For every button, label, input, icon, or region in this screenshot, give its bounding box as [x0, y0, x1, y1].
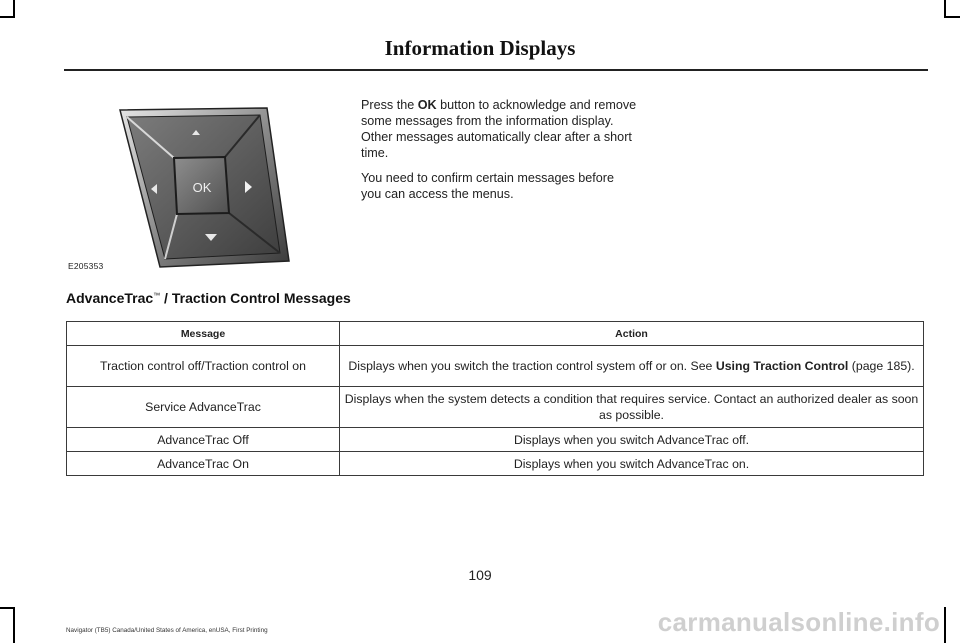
- section-title-trademark: ™: [153, 292, 161, 300]
- page-number: 109: [468, 567, 492, 583]
- section-title: [66, 290, 351, 306]
- section-title-main: AdvanceTrac: [66, 290, 154, 306]
- crop-mark-top-left-h: [0, 16, 15, 18]
- header-rule: [64, 69, 928, 71]
- table-row: [67, 346, 924, 387]
- table-row: [67, 387, 924, 428]
- table-header-action: Action: [340, 322, 924, 346]
- table-header-message: Message: [67, 322, 340, 346]
- ok-button-label: OK: [192, 180, 212, 195]
- section-title-rest: / Traction Control Messages: [160, 290, 351, 306]
- action-text: Displays when you switch the traction control system off or on. See: [348, 359, 716, 373]
- intro-p1-after: button to acknowledge and remove some messages from the information display. Other messages automatically clear after a short time.: [361, 98, 637, 160]
- intro-p1-before: Press the: [361, 98, 418, 112]
- crop-mark-bottom-right-v: [944, 607, 946, 643]
- page-reference: (page 185).: [848, 359, 915, 373]
- intro-paragraph-ok: [361, 97, 637, 161]
- button-pad-illustration: [64, 100, 304, 276]
- table-cell-message: Service AdvanceTrac: [67, 387, 340, 428]
- intro-p1-ok-bold: OK: [417, 98, 437, 112]
- crop-mark-bottom-left-v: [13, 607, 15, 643]
- table-cell-message: AdvanceTrac On: [67, 452, 340, 476]
- intro-text: [361, 97, 637, 211]
- figure-code: E205353: [68, 261, 104, 271]
- cross-reference-link[interactable]: Using Traction Control: [715, 359, 849, 373]
- page-header-title: Information Displays: [384, 36, 576, 60]
- table-cell-action: [340, 346, 924, 387]
- intro-paragraph-confirm: You need to confirm certain messages before you can access the menus.: [361, 171, 614, 201]
- table-cell-message: AdvanceTrac Off: [67, 428, 340, 452]
- table-cell-action: Displays when you switch AdvanceTrac on.: [340, 452, 924, 476]
- messages-table: [66, 321, 924, 476]
- table-cell-message: Traction control off/Traction control on: [67, 346, 340, 387]
- footer-edition-text: Navigator (TB5) Canada/United States of America, enUSA, First Printing: [66, 627, 268, 634]
- table-row: [67, 452, 924, 476]
- crop-mark-top-right-h: [944, 16, 960, 18]
- table-row: [67, 428, 924, 452]
- crop-mark-bottom-left-h: [0, 607, 15, 609]
- table-cell-action: Displays when you switch AdvanceTrac off.: [340, 428, 924, 452]
- watermark-logo: carmanualsonline.info: [657, 607, 940, 637]
- table-header-row: [67, 322, 924, 346]
- steering-wheel-control-figure: [64, 100, 304, 276]
- table-cell-action: Displays when the system detects a condition that requires service. Contact an authorized dealer as soon as possible.: [340, 387, 924, 428]
